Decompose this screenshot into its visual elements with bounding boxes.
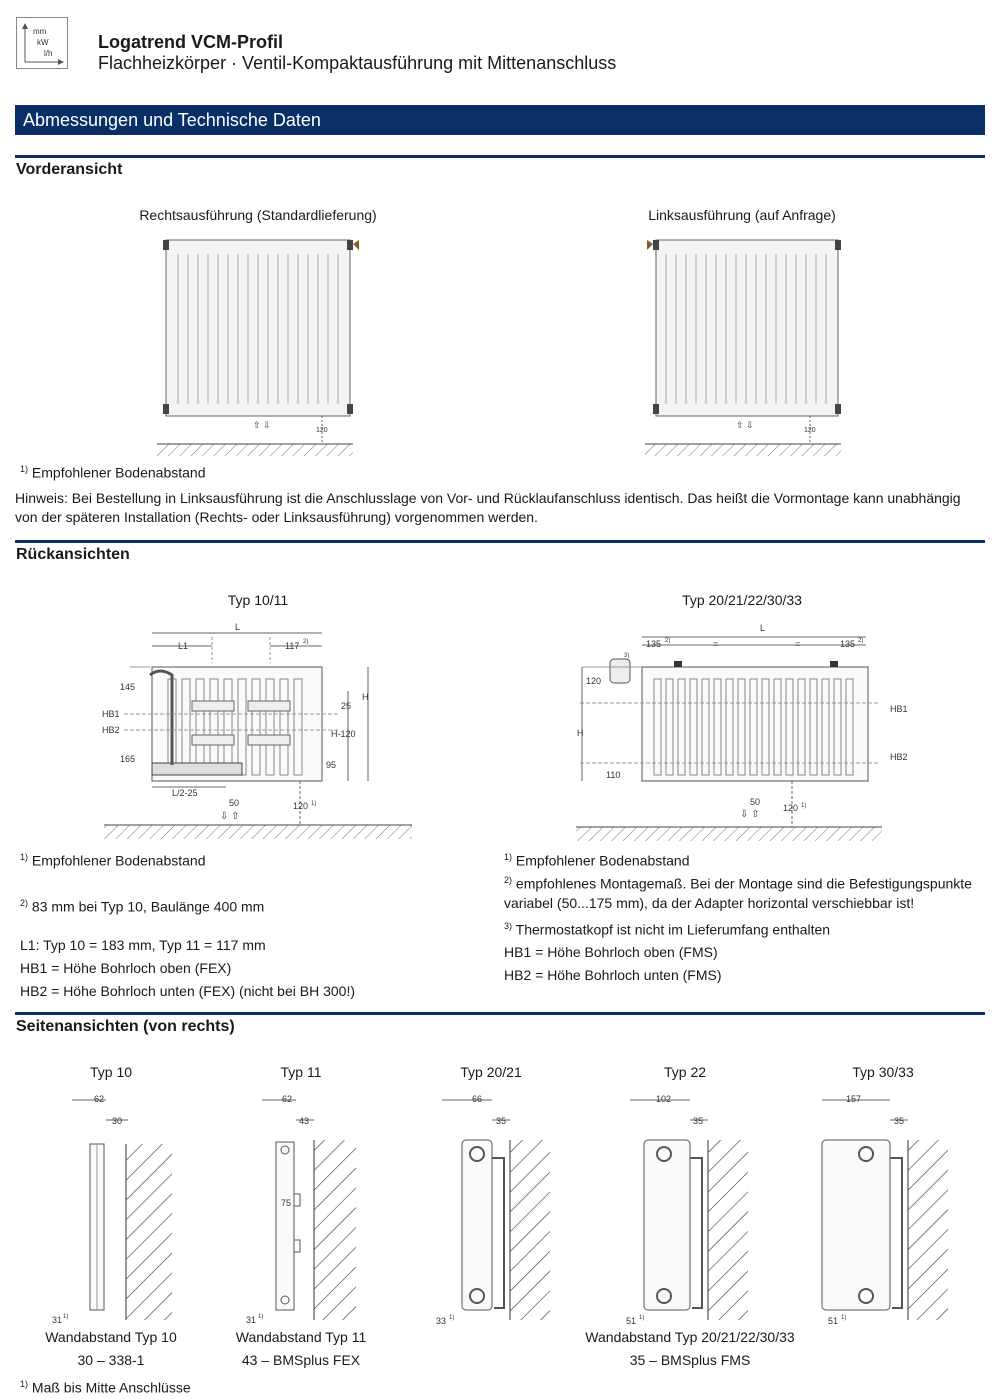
svg-text:⇧ ⇩: ⇧ ⇩ <box>736 420 754 430</box>
svg-text:HB2: HB2 <box>890 752 908 762</box>
unit-logo <box>16 17 68 69</box>
front-note: Hinweis: Bei Bestellung in Linksausführung ist die Anschlusslage von Vor- und Rücklaufanschluss identisch. Das heißt die Vormontage kann unabhängig von der späteren Installation (Rechts- oder Linksausführung) vorgenommen werden. <box>15 490 961 525</box>
wall-distance-typ-10-title: Wandabstand Typ 10 <box>45 1329 177 1345</box>
svg-text:135: 135 <box>840 639 856 649</box>
caption-side-typ-10: Typ 10 <box>89 1064 133 1080</box>
svg-text:⇩ ⇧: ⇩ ⇧ <box>220 811 240 822</box>
svg-text:35: 35 <box>496 1116 507 1126</box>
side-drawing-typ-20-21 <box>436 1094 550 1326</box>
svg-text:H-120: H-120 <box>331 729 356 739</box>
svg-text:1): 1) <box>258 1314 264 1320</box>
svg-text:120: 120 <box>586 676 602 686</box>
svg-text:31: 31 <box>52 1315 63 1325</box>
svg-text:33: 33 <box>436 1316 447 1326</box>
svg-text:120: 120 <box>804 427 816 434</box>
svg-text:1): 1) <box>801 803 807 809</box>
side-view-drawings <box>0 1088 1000 1328</box>
svg-text:35: 35 <box>693 1116 704 1126</box>
heading-side: Seitenansichten (von rechts) <box>16 1018 235 1035</box>
svg-text:L1: L1 <box>178 641 189 651</box>
rule-front <box>15 155 985 158</box>
caption-typ-10-11: Typ 10/11 <box>227 592 289 608</box>
svg-text:3): 3) <box>624 653 630 659</box>
logo-lh: l/h <box>44 49 53 58</box>
svg-text:62: 62 <box>94 1094 105 1104</box>
wall-distance-typ-11-title: Wandabstand Typ 11 <box>235 1329 367 1345</box>
side-drawing-typ-30-33 <box>822 1094 948 1326</box>
svg-text:75: 75 <box>281 1198 292 1208</box>
heading-front: Vorderansicht <box>16 161 123 178</box>
svg-text:43: 43 <box>299 1116 310 1126</box>
svg-text:1): 1) <box>841 1315 847 1321</box>
svg-text:=: = <box>795 639 801 649</box>
svg-text:HB1: HB1 <box>890 704 908 714</box>
svg-text:1): 1) <box>449 1315 455 1321</box>
svg-text:H: H <box>577 728 584 738</box>
svg-text:⇧ ⇩: ⇧ ⇩ <box>253 420 271 430</box>
wall-distance-typ-20-33-title: Wandabstand Typ 20/21/22/30/33 <box>585 1329 795 1345</box>
caption-side-typ-22: Typ 22 <box>663 1064 707 1080</box>
wall-distance-typ-11-value: 43 – BMSplus FEX <box>241 1352 361 1368</box>
svg-text:95: 95 <box>326 760 337 770</box>
front-view-drawings <box>0 228 1000 460</box>
front-radiator-right <box>157 240 359 456</box>
caption-left-version: Linksausführung (auf Anfrage) <box>648 207 836 223</box>
svg-text:157: 157 <box>846 1094 862 1104</box>
svg-text:H: H <box>362 692 369 702</box>
side-footnote: $^{1)}$ Maß bis Mitte Anschlüsse <box>20 1379 191 1396</box>
svg-text:135: 135 <box>646 639 662 649</box>
svg-text:110: 110 <box>606 770 621 780</box>
svg-text:62: 62 <box>282 1094 293 1104</box>
caption-side-typ-20-21: Typ 20/21 <box>460 1064 522 1080</box>
wall-distance-typ-20-33-value: 35 – BMSplus FMS <box>629 1352 751 1368</box>
rule-rear <box>15 540 985 543</box>
svg-text:L: L <box>235 622 241 632</box>
svg-text:102: 102 <box>656 1094 672 1104</box>
svg-text:2): 2) <box>303 639 309 645</box>
rear-view-drawings <box>0 615 1000 847</box>
side-drawing-typ-11 <box>246 1094 356 1325</box>
section-banner: Abmessungen und Technische Daten <box>15 105 985 135</box>
svg-text:66: 66 <box>472 1094 483 1104</box>
page-subtitle: Flachheizkörper · Ventil-Kompaktausführung mit Mittenanschluss <box>98 53 617 73</box>
svg-text:31: 31 <box>246 1315 257 1325</box>
wall-distance-typ-10-value: 30 – 338-1 <box>77 1352 145 1368</box>
svg-text:L/2-25: L/2-25 <box>172 788 198 798</box>
front-radiator-left <box>645 240 841 456</box>
svg-text:117: 117 <box>285 641 300 651</box>
svg-text:51: 51 <box>828 1316 839 1326</box>
logo-mm: mm <box>33 27 47 36</box>
svg-text:L: L <box>760 623 766 633</box>
caption-side-typ-30-33: Typ 30/33 <box>852 1064 914 1080</box>
svg-text:51: 51 <box>626 1316 637 1326</box>
svg-text:165: 165 <box>120 754 136 764</box>
caption-side-typ-11: Typ 11 <box>280 1064 322 1080</box>
rear-notes-right: $^{1)}$ Empfohlener Bodenabstand $^{2)}$ empfohlenes Montagemaß. Bei der Montage sind die Befestigungspunkte variabel (50...175 mm), da der Adapter horizontal verschiebbar ist! $^{3)}$ Thermostatkopf ist nicht im Lieferumfang enthalten HB1 = Höhe Bohrloch oben (FMS) HB2 = Höhe Bohrloch unten (FMS) <box>504 852 972 984</box>
svg-text:⇩ ⇧: ⇩ ⇧ <box>740 809 760 820</box>
side-drawing-typ-10 <box>52 1094 172 1325</box>
heading-rear: Rückansichten <box>16 546 130 563</box>
svg-text:1): 1) <box>311 801 317 807</box>
svg-text:50: 50 <box>750 797 761 807</box>
svg-text:25: 25 <box>341 701 352 711</box>
svg-text:=: = <box>713 639 719 649</box>
svg-text:120: 120 <box>316 427 328 434</box>
rear-notes-left: $^{1)}$ Empfohlener Bodenabstand $^{2)}$ 83 mm bei Typ 10, Baulänge 400 mm L1: Typ 10 = 183 mm, Typ 11 = 117 mm HB1 = Höhe Bohrloch oben (FEX) HB2 = Höhe Bohrloch unten (FEX) (nicht bei BH 300!) <box>20 852 356 999</box>
logo-kw: kW <box>37 38 49 47</box>
svg-text:1): 1) <box>639 1315 645 1321</box>
front-footnote: $^{1)}$ Empfohlener Bodenabstand <box>20 464 206 481</box>
svg-text:HB1: HB1 <box>102 709 120 719</box>
logo-arrows-icon <box>17 18 69 70</box>
svg-text:30: 30 <box>112 1116 123 1126</box>
thermostat-head-icon <box>610 659 630 683</box>
svg-text:1): 1) <box>63 1314 69 1320</box>
svg-text:145: 145 <box>120 682 136 692</box>
side-drawing-typ-22 <box>626 1094 748 1326</box>
page-title: Logatrend VCM-Profil <box>98 32 283 52</box>
rule-side <box>15 1012 985 1015</box>
caption-typ-20-33: Typ 20/21/22/30/33 <box>682 592 802 608</box>
svg-text:120: 120 <box>293 801 309 811</box>
svg-text:50: 50 <box>229 798 240 808</box>
svg-text:2): 2) <box>665 638 671 644</box>
rear-drawing-typ-20-33 <box>576 623 908 841</box>
svg-text:HB2: HB2 <box>102 725 120 735</box>
rear-drawing-typ-10-11 <box>102 622 412 839</box>
svg-text:120: 120 <box>783 803 799 813</box>
svg-text:35: 35 <box>894 1116 905 1126</box>
caption-right-version: Rechtsausführung (Standardlieferung) <box>139 207 377 223</box>
svg-text:2): 2) <box>858 638 864 644</box>
